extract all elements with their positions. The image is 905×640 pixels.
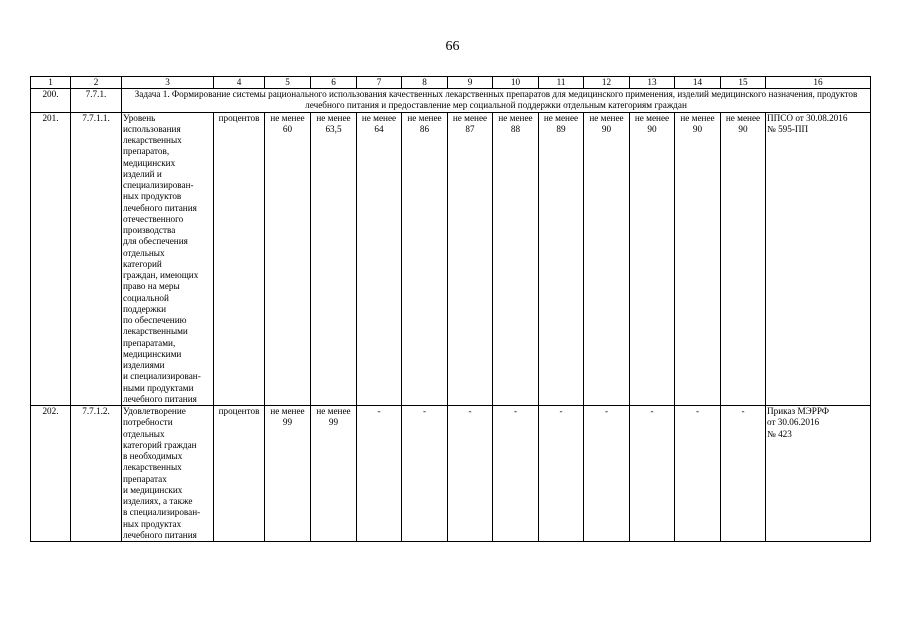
target-value-cell [265, 406, 311, 542]
task-title-cell: Задача 1. Формирование системы рационального использования качественных лекарственных препаратов для медицинского применения, изделий медицинского назначения, продуктов лечебного питания и предоставление мер социальной поддержки отдельным категориям граждан [122, 89, 871, 113]
target-value-prefix: не менее [316, 406, 351, 416]
indicator-name-cell: Удовлетворение потребности отдельных категорий граждан в необходимых лекарственных препаратах и медицинских изделиях, а также в специализирован- ных продуктах лечебного питания [122, 406, 214, 542]
target-value-cell [311, 112, 357, 406]
indicators-table [30, 76, 871, 542]
row-code-cell: 7.7.1.2. [71, 406, 122, 542]
target-value: - [604, 406, 609, 416]
target-value-cell [721, 112, 766, 406]
target-value-cell [357, 406, 402, 542]
indicator-row [31, 406, 871, 542]
target-value: - [741, 406, 745, 416]
target-value: 90 [647, 123, 657, 134]
target-value: 64 [374, 123, 384, 134]
target-value: 90 [692, 123, 703, 134]
column-number-cell: 16 [766, 77, 871, 89]
target-value-prefix: не менее [452, 112, 488, 123]
target-value-prefix: не менее [270, 112, 305, 123]
target-value-cell [675, 406, 721, 542]
target-value-cell [311, 406, 357, 542]
column-number-cell: 6 [311, 77, 357, 89]
target-value-prefix: не менее [543, 112, 579, 123]
task-row [31, 89, 871, 113]
target-value-cell [448, 406, 493, 542]
target-value-prefix: не менее [634, 112, 670, 123]
target-value: - [559, 406, 563, 416]
target-value: 88 [510, 123, 521, 134]
column-number-cell: 3 [122, 77, 214, 89]
target-value: - [513, 406, 518, 416]
row-code-cell: 7.7.1. [71, 89, 122, 113]
target-value-cell [493, 112, 539, 406]
column-number-cell: 5 [265, 77, 311, 89]
target-value-prefix: не менее [270, 406, 305, 416]
column-number-cell: 2 [71, 77, 122, 89]
target-value: 90 [601, 123, 612, 134]
column-number-cell: 8 [402, 77, 448, 89]
target-value: - [468, 406, 472, 416]
target-value: 99 [282, 417, 293, 428]
target-value-prefix: не менее [589, 112, 624, 123]
column-number-cell: 14 [675, 77, 721, 89]
target-value-prefix: не менее [725, 112, 761, 123]
column-number-cell: 11 [539, 77, 584, 89]
unit-cell: процентов [214, 112, 265, 406]
target-value: 63,5 [325, 123, 342, 134]
target-value: 90 [738, 123, 748, 134]
source-document-cell: Приказ МЭРРФ от 30.06.2016 № 423 [766, 406, 871, 542]
target-value-cell [493, 406, 539, 542]
target-value-prefix: не менее [361, 112, 397, 123]
target-value-cell [721, 406, 766, 542]
column-number-cell: 1 [31, 77, 71, 89]
target-value: 60 [282, 123, 293, 134]
target-value: - [422, 406, 427, 416]
target-value-cell [448, 112, 493, 406]
row-number-cell: 202. [31, 406, 71, 542]
page-number: 66 [445, 39, 460, 54]
column-number-cell: 7 [357, 77, 402, 89]
target-value: - [377, 406, 381, 416]
target-value: 99 [328, 417, 339, 428]
target-value-prefix: не менее [680, 112, 715, 123]
column-number-cell: 13 [630, 77, 675, 89]
target-value-cell [630, 406, 675, 542]
column-number-cell: 9 [448, 77, 493, 89]
target-value-cell [584, 112, 630, 406]
target-value-cell [584, 406, 630, 542]
column-number-cell: 15 [721, 77, 766, 89]
indicator-name-cell: Уровень использования лекарственных препаратов, медицинских изделий и специализирован- ных продуктов лечебного питания отечественного производства для обеспечения отдельных категорий граждан, имеющих право на меры социальной поддержки по обеспечению лекарственными препаратами, медицинскими изделиями и специализирован- ными продуктами лечебного питания [122, 112, 214, 406]
target-value: 87 [465, 123, 475, 134]
target-value: 86 [419, 123, 430, 134]
row-number-cell: 200. [31, 89, 71, 113]
target-value-cell [539, 406, 584, 542]
target-value-cell [265, 112, 311, 406]
target-value: - [650, 406, 654, 416]
target-value: - [695, 406, 700, 416]
row-number-cell: 201. [31, 112, 71, 406]
target-value-prefix: не менее [316, 112, 351, 123]
target-value-cell [675, 112, 721, 406]
column-number-cell: 10 [493, 77, 539, 89]
target-value: 89 [556, 123, 566, 134]
target-value-cell [402, 112, 448, 406]
column-number-cell: 12 [584, 77, 630, 89]
target-value-prefix: не менее [498, 112, 533, 123]
unit-cell: процентов [214, 406, 265, 542]
row-code-cell: 7.7.1.1. [71, 112, 122, 406]
target-value-cell [539, 112, 584, 406]
target-value-cell [357, 112, 402, 406]
target-value-cell [402, 406, 448, 542]
target-value-prefix: не менее [407, 112, 442, 123]
target-value-cell [630, 112, 675, 406]
indicator-row [31, 112, 871, 406]
column-number-cell: 4 [214, 77, 265, 89]
column-number-row [31, 77, 871, 89]
source-document-cell: ППСО от 30.08.2016 № 595-ПП [766, 112, 871, 406]
